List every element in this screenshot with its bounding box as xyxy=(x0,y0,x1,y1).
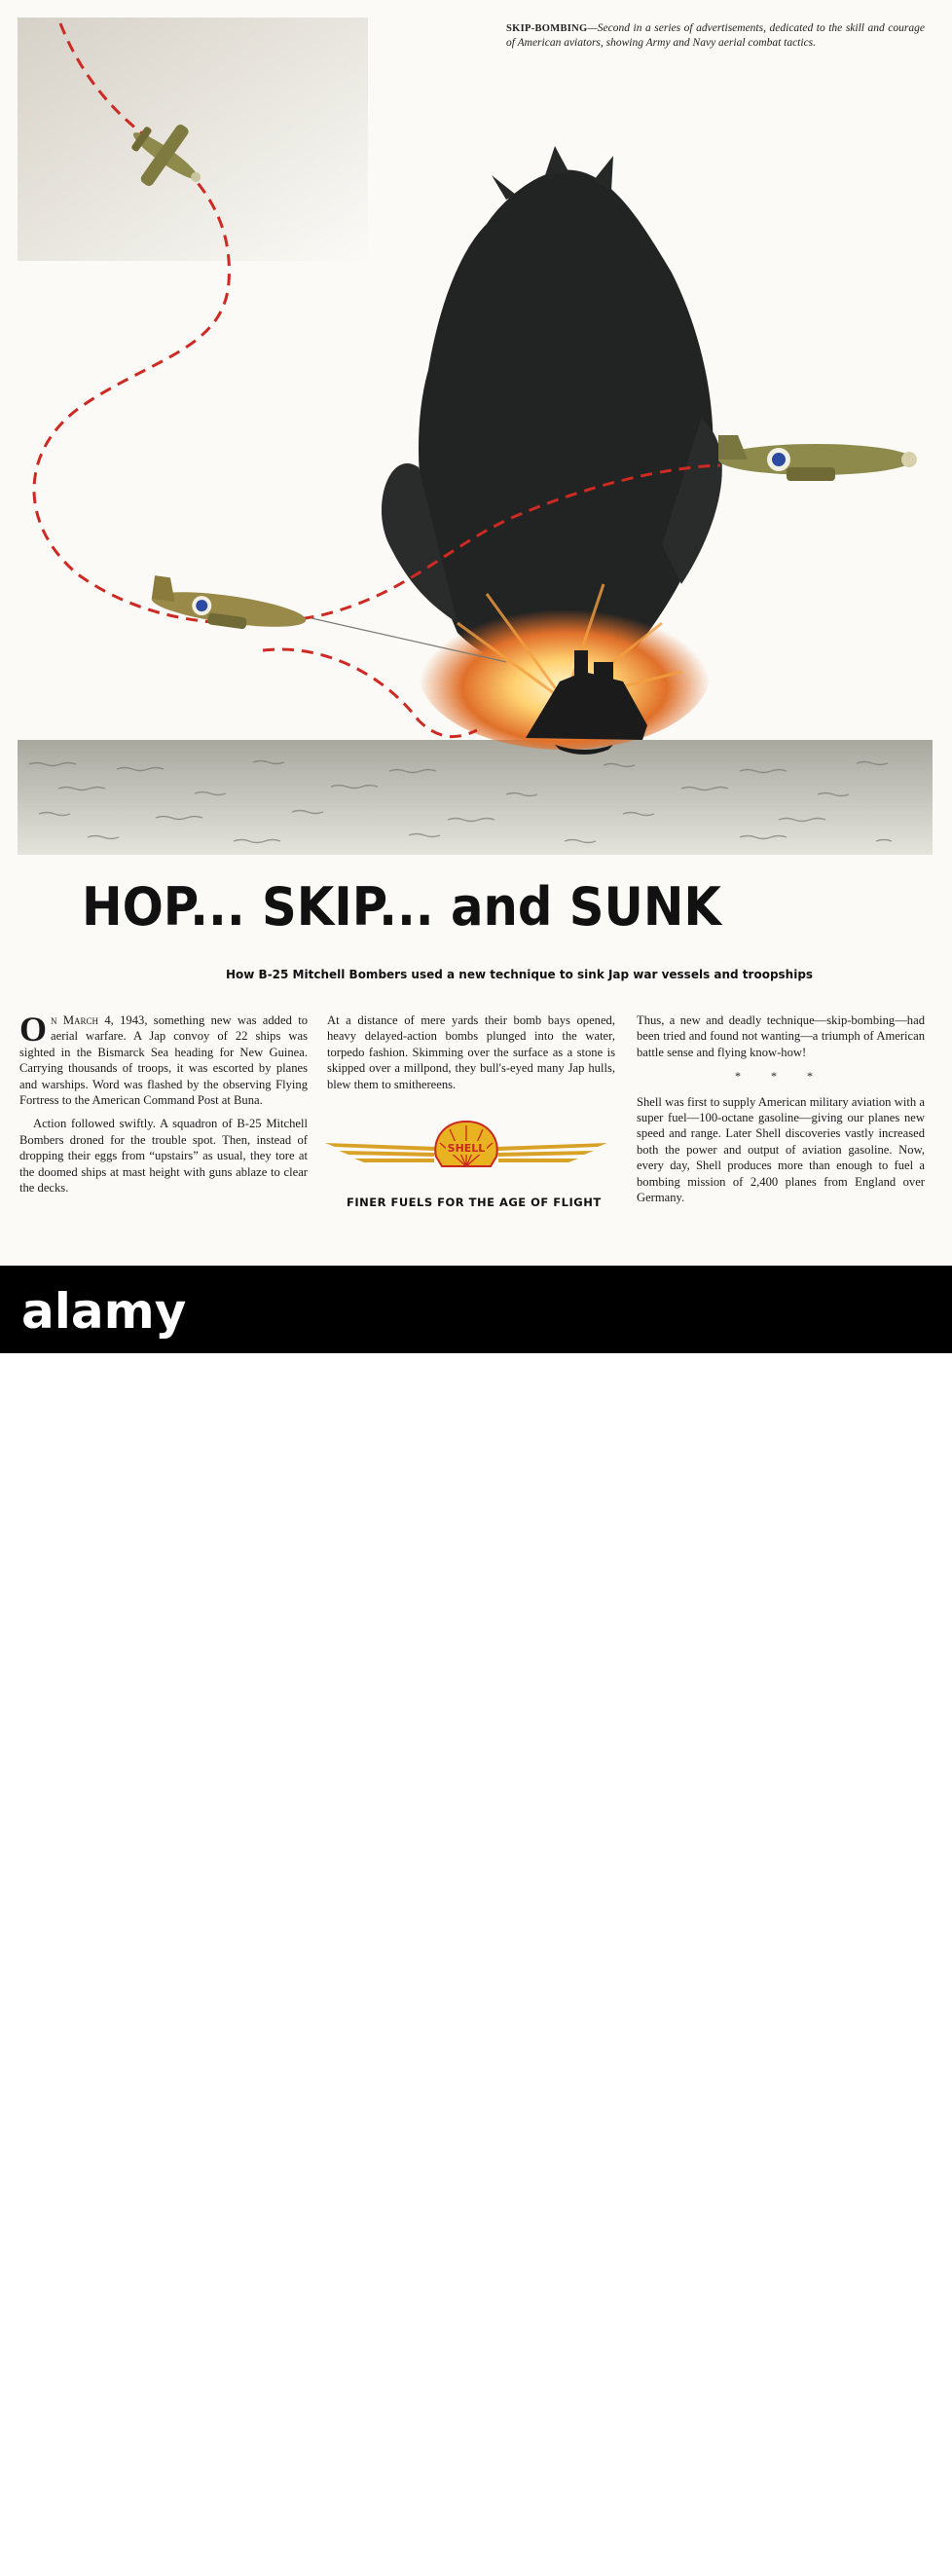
small-caps-lead: n March xyxy=(51,1013,99,1027)
image-id-label: Image ID: 2WFRMK0 xyxy=(641,2543,766,2558)
shell-icon xyxy=(435,1122,497,1166)
body-paragraph: Action followed swiftly. A squadron of B-25 Mitchell Bombers droned for the trouble spot. Then, instead of dropping their eggs from “upstairs” as usual, they tore at the doomed ships at mast height with guns ablaze to clear the decks. xyxy=(19,1117,308,1196)
shell-wings-logo xyxy=(325,1118,607,1176)
sea xyxy=(18,740,933,855)
series-caption xyxy=(506,21,925,51)
logo-text: SHELL xyxy=(447,1142,486,1155)
paragraph-text: 4, 1943, something new was added to aerial warfare. A Jap convoy of 22 ships was sighted in the Bismarck Sea heading for New Guinea. Carrying thousands of troops, it was escorted by planes and warships. Word was flashed by the observing Flying Fortress to the American Command Post at Buna. xyxy=(19,1013,308,1108)
advertisement-page xyxy=(0,0,952,1266)
body-column-2 xyxy=(327,1012,615,1100)
body-paragraph: Shell was first to supply American military aviation with a super fuel—100-octane gasoline—giving our planes new speed and range. Later Shell discoveries vastly increased both the power and output of aviation gasoline. Now, every day, Shell produces more than enough to fuel a bombing mission of 2,400 planes from England over Germany. xyxy=(637,1094,925,1205)
body-column-3 xyxy=(637,1012,925,1213)
brand-tagline: FINER FUELS FOR THE AGE OF FLIGHT xyxy=(347,1196,602,1209)
subheadline: How B-25 Mitchell Bombers used a new technique to sink Jap war vessels and troopships xyxy=(226,968,814,981)
b25-bomber-climbing xyxy=(718,435,917,481)
stock-info xyxy=(641,2543,766,2576)
body-column-1 xyxy=(19,1012,308,1203)
drop-cap: O xyxy=(19,1010,48,1049)
headline: HOP... SKIP... and SUNK xyxy=(82,876,721,938)
svg-text:alamy: alamy xyxy=(21,1283,187,1340)
body-paragraph: At a distance of mere yards their bomb bays opened, heavy delayed-action bombs plunged into the water, torpedo fashion. Skimming over the surface as a stone is skipped over a millpond, they bull's-eyed many Jap hulls, blew them to smithereens. xyxy=(327,1013,615,1091)
stock-footer-bar xyxy=(0,1266,952,2576)
section-separator: * * * xyxy=(735,1069,826,1084)
caption-text: —Second in a series of advertisements, dedicated to the skill and courage of American aviators, showing Army and Navy aerial combat tactics. xyxy=(506,22,925,49)
alamy-logo xyxy=(21,1283,245,1342)
caption-lead: SKIP-BOMBING xyxy=(506,23,588,34)
site-url: www.alamy.com xyxy=(641,2561,735,2576)
skip-bombing-illustration xyxy=(0,0,952,857)
explosion-smoke xyxy=(382,146,722,672)
body-paragraph: Thus, a new and deadly technique—skip-bombing—had been tried and found not wanting—a triumph of American battle sense and flying know-how! xyxy=(637,1013,925,1059)
body-paragraph xyxy=(19,1012,308,1108)
left-wing-icon xyxy=(325,1143,437,1162)
sky-wash xyxy=(18,18,368,261)
b25-bomber-attacking xyxy=(149,575,309,638)
right-wing-icon xyxy=(495,1143,607,1162)
